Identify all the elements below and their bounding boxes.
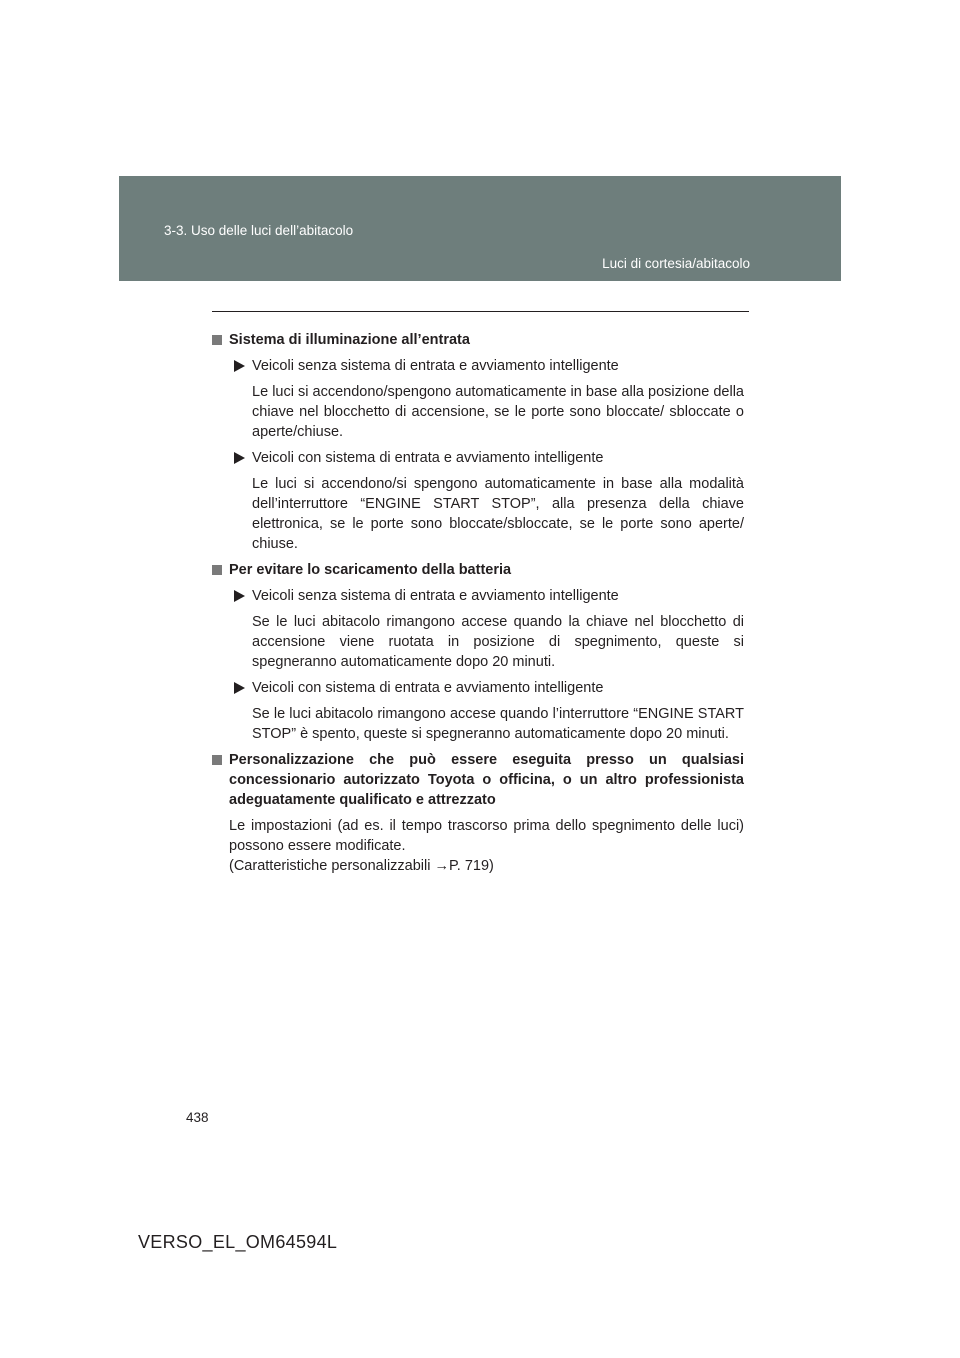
square-bullet-icon (212, 565, 222, 575)
page-number: 438 (186, 1110, 209, 1125)
heading-text: Personalizzazione che può essere eseguita presso un qualsiasi concessionario autorizzato Toyota o officina, o un altro professionista adeguatamente qualificato e attrezzato (229, 752, 744, 808)
heading-entry-illumination (212, 330, 744, 350)
divider (212, 311, 749, 312)
heading-battery (212, 560, 744, 580)
triangle-bullet-icon (234, 360, 245, 372)
paragraph: Se le luci abitacolo rimangono accese quando la chiave nel blocchetto di accensione viene ruotata in posizione di spegnimento, queste si spegneranno automaticamente dopo 20 minuti. (252, 614, 744, 670)
paragraph: Le impostazioni (ad es. il tempo trascorso prima dello spegnimento delle luci) possono essere modificate. (229, 818, 744, 854)
bullet-text: Veicoli senza sistema di entrata e avviamento intelligente (252, 358, 619, 374)
heading-text: Per evitare lo scaricamento della batteria (229, 562, 512, 578)
bullet-item (212, 448, 744, 468)
square-bullet-icon (212, 335, 222, 345)
document-code: VERSO_EL_OM64594L (138, 1232, 338, 1252)
section-title: 3-3. Uso delle luci dell’abitacolo (164, 223, 354, 238)
bullet-item (212, 586, 744, 606)
subsection-title: Luci di cortesia/abitacolo (602, 256, 750, 271)
bullet-item (212, 678, 744, 698)
triangle-bullet-icon (234, 590, 245, 602)
reference-text: (Caratteristiche personalizzabili →P. 719) (229, 858, 494, 874)
paragraph: Le luci si accendono/si spengono automaticamente in base alla modalità dell’interruttore “ENGINE START STOP”, alla presenza della chiave elettronica, se le porte sono bloccate/sbloccate, se le porte sono aperte/ chiuse. (252, 476, 744, 552)
bullet-text: Veicoli con sistema di entrata e avviamento intelligente (252, 680, 604, 696)
page-header (119, 176, 841, 281)
square-bullet-icon (212, 755, 222, 765)
page-content (212, 330, 744, 882)
bullet-text: Veicoli senza sistema di entrata e avviamento intelligente (252, 588, 619, 604)
triangle-bullet-icon (234, 682, 245, 694)
paragraph: Se le luci abitacolo rimangono accese quando l’interruttore “ENGINE START STOP” è spento, queste si spegneranno automaticamente dopo 20 minuti. (252, 706, 744, 742)
heading-text: Sistema di illuminazione all’entrata (229, 332, 470, 348)
triangle-bullet-icon (234, 452, 245, 464)
paragraph: Le luci si accendono/spengono automaticamente in base alla posizione della chiave nel blocchetto di accensione, se le porte sono bloccate/ sbloccate o aperte/chiuse. (252, 384, 744, 440)
bullet-item (212, 356, 744, 376)
heading-customization (212, 750, 744, 810)
bullet-text: Veicoli con sistema di entrata e avviamento intelligente (252, 450, 604, 466)
